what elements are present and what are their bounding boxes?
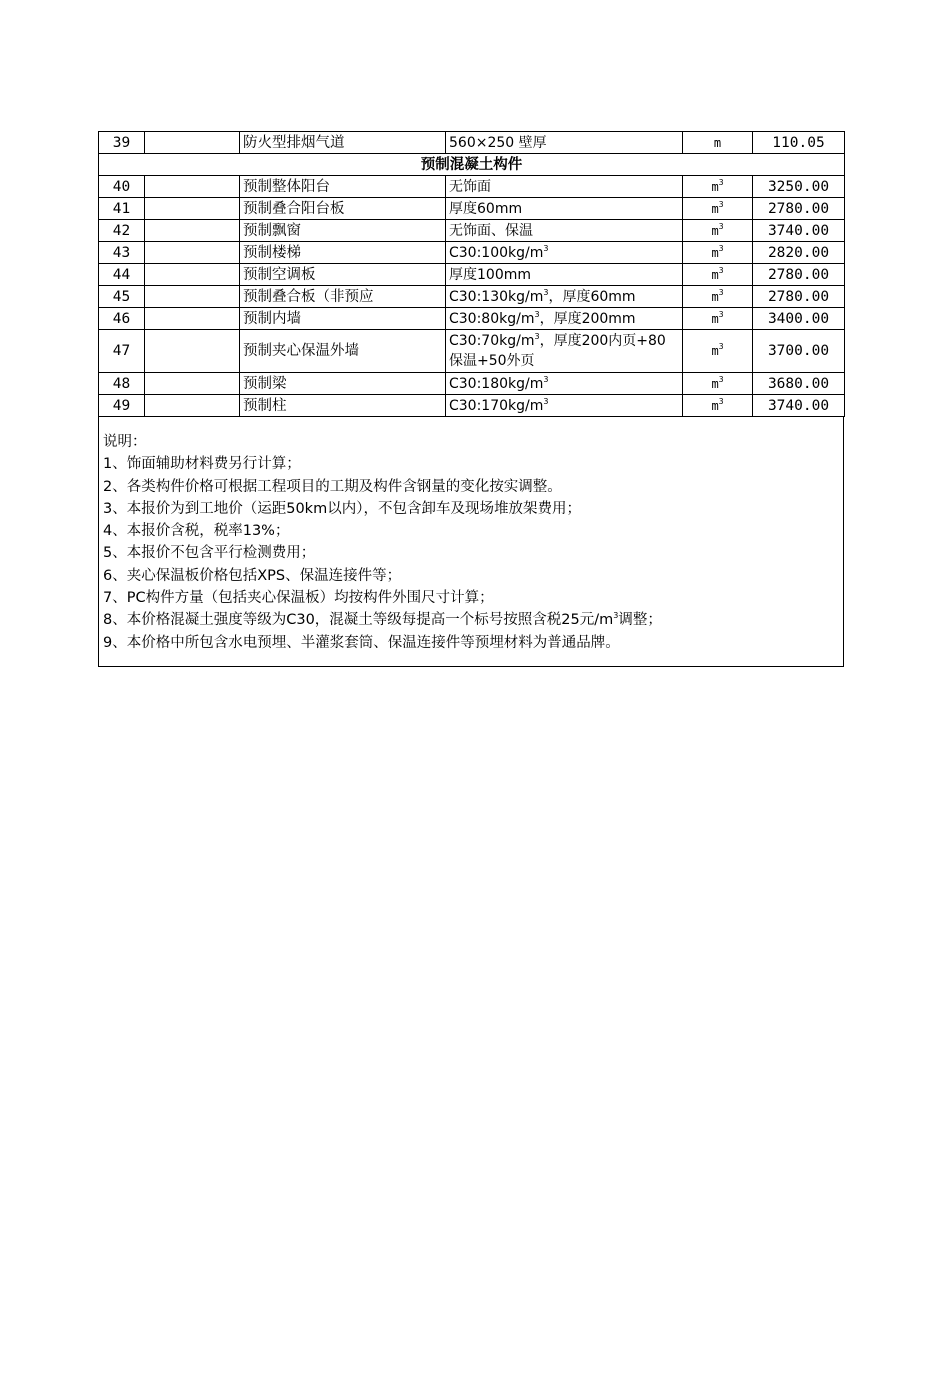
note-item: 2、各类构件价格可根据工程项目的工期及构件含钢量的变化按实调整。 <box>103 478 562 495</box>
row-price: 2780.00 <box>753 286 845 308</box>
price-table-body <box>99 132 845 417</box>
row-number: 43 <box>99 242 145 264</box>
row-code <box>145 373 240 395</box>
table-row <box>99 373 845 395</box>
row-code <box>145 264 240 286</box>
row-name: 预制叠合板（非预应 <box>240 286 446 308</box>
section-row <box>99 154 845 176</box>
row-number: 45 <box>99 286 145 308</box>
price-sheet <box>98 131 844 667</box>
row-price: 2780.00 <box>753 264 845 286</box>
row-name: 预制楼梯 <box>240 242 446 264</box>
note-item: 3、本报价为到工地价（运距50km以内），不包含卸车及现场堆放架费用； <box>103 500 581 517</box>
table-row <box>99 264 845 286</box>
row-price: 2820.00 <box>753 242 845 264</box>
row-spec: $C30:100kg/m^3$ <box>446 242 683 264</box>
row-name: 预制夹心保温外墙 <box>240 330 446 373</box>
row-number: 44 <box>99 264 145 286</box>
row-name: 预制内墙 <box>240 308 446 330</box>
row-number: 40 <box>99 176 145 198</box>
row-price: 3400.00 <box>753 308 845 330</box>
section-title: 预制混凝土构件 <box>99 154 845 176</box>
row-spec: 无饰面、保温 <box>446 220 683 242</box>
row-price: 3680.00 <box>753 373 845 395</box>
table-row <box>99 330 845 373</box>
row-number: 42 <box>99 220 145 242</box>
row-code <box>145 176 240 198</box>
row-name: 预制空调板 <box>240 264 446 286</box>
row-unit: $m^3$ <box>683 242 753 264</box>
note-item: 7、PC构件方量（包括夹心保温板）均按构件外围尺寸计算； <box>103 590 494 607</box>
price-table <box>98 131 845 417</box>
table-row <box>99 286 845 308</box>
row-price: 110.05 <box>753 132 845 154</box>
row-code <box>145 330 240 373</box>
note-item: 4、本报价含税，税率13%； <box>103 523 290 540</box>
row-unit: $m^3$ <box>683 220 753 242</box>
row-price: 3250.00 <box>753 176 845 198</box>
row-code <box>145 242 240 264</box>
row-price: 3700.00 <box>753 330 845 373</box>
row-spec: 厚度60mm <box>446 198 683 220</box>
row-name: 预制叠合阳台板 <box>240 198 446 220</box>
row-price: 3740.00 <box>753 395 845 417</box>
row-spec: $C30:130kg/m^3$，厚度60mm <box>446 286 683 308</box>
row-code <box>145 395 240 417</box>
row-unit: $m^3$ <box>683 330 753 373</box>
row-number: 46 <box>99 308 145 330</box>
row-number: 41 <box>99 198 145 220</box>
row-unit: $m^3$ <box>683 198 753 220</box>
row-number: 48 <box>99 373 145 395</box>
row-spec: $C30:180kg/m^3$ <box>446 373 683 395</box>
row-name: 预制梁 <box>240 373 446 395</box>
row-code <box>145 198 240 220</box>
row-code <box>145 220 240 242</box>
row-spec: 无饰面 <box>446 176 683 198</box>
row-spec: $C30:80kg/m^3$，厚度200mm <box>446 308 683 330</box>
note-item: 1、饰面辅助材料费另行计算； <box>103 456 301 473</box>
row-unit: $m^3$ <box>683 286 753 308</box>
row-price: 2780.00 <box>753 198 845 220</box>
table-row <box>99 242 845 264</box>
row-unit: $m^3$ <box>683 373 753 395</box>
row-spec: 560×250 壁厚 <box>446 132 683 154</box>
row-unit: $m^3$ <box>683 264 753 286</box>
table-row <box>99 198 845 220</box>
row-spec: 厚度100mm <box>446 264 683 286</box>
row-name: 防火型排烟气道 <box>240 132 446 154</box>
row-number: 47 <box>99 330 145 373</box>
table-row <box>99 395 845 417</box>
notes-block <box>98 417 844 667</box>
row-name: 预制整体阳台 <box>240 176 446 198</box>
row-spec: $C30:170kg/m^3$ <box>446 395 683 417</box>
row-name: 预制柱 <box>240 395 446 417</box>
row-code <box>145 286 240 308</box>
row-price: 3740.00 <box>753 220 845 242</box>
row-number: 49 <box>99 395 145 417</box>
row-name: 预制飘窗 <box>240 220 446 242</box>
row-unit: $m^3$ <box>683 176 753 198</box>
note-item: 8、本价格混凝土强度等级为C30，混凝土等级每提高一个标号按照含税25元$/m^3$调整； <box>103 611 662 629</box>
notes-heading: 说明： <box>103 434 147 450</box>
table-row <box>99 220 845 242</box>
row-number: 39 <box>99 132 145 154</box>
row-code <box>145 308 240 330</box>
row-unit: $m^3$ <box>683 308 753 330</box>
note-item: 9、本价格中所包含水电预埋、半灌浆套筒、保温连接件等预埋材料为普通品牌。 <box>103 634 620 651</box>
notes-list <box>103 453 840 654</box>
table-row <box>99 132 845 154</box>
table-row <box>99 308 845 330</box>
row-spec: $C30:70kg/m^3$，厚度200内页+80保温+50外页 <box>446 330 683 373</box>
table-row <box>99 176 845 198</box>
note-item: 6、夹心保温板价格包括XPS、保温连接件等； <box>103 567 402 584</box>
row-unit: $m^3$ <box>683 395 753 417</box>
note-item: 5、本报价不包含平行检测费用； <box>103 545 316 562</box>
row-code <box>145 132 240 154</box>
row-unit: m <box>683 132 753 154</box>
